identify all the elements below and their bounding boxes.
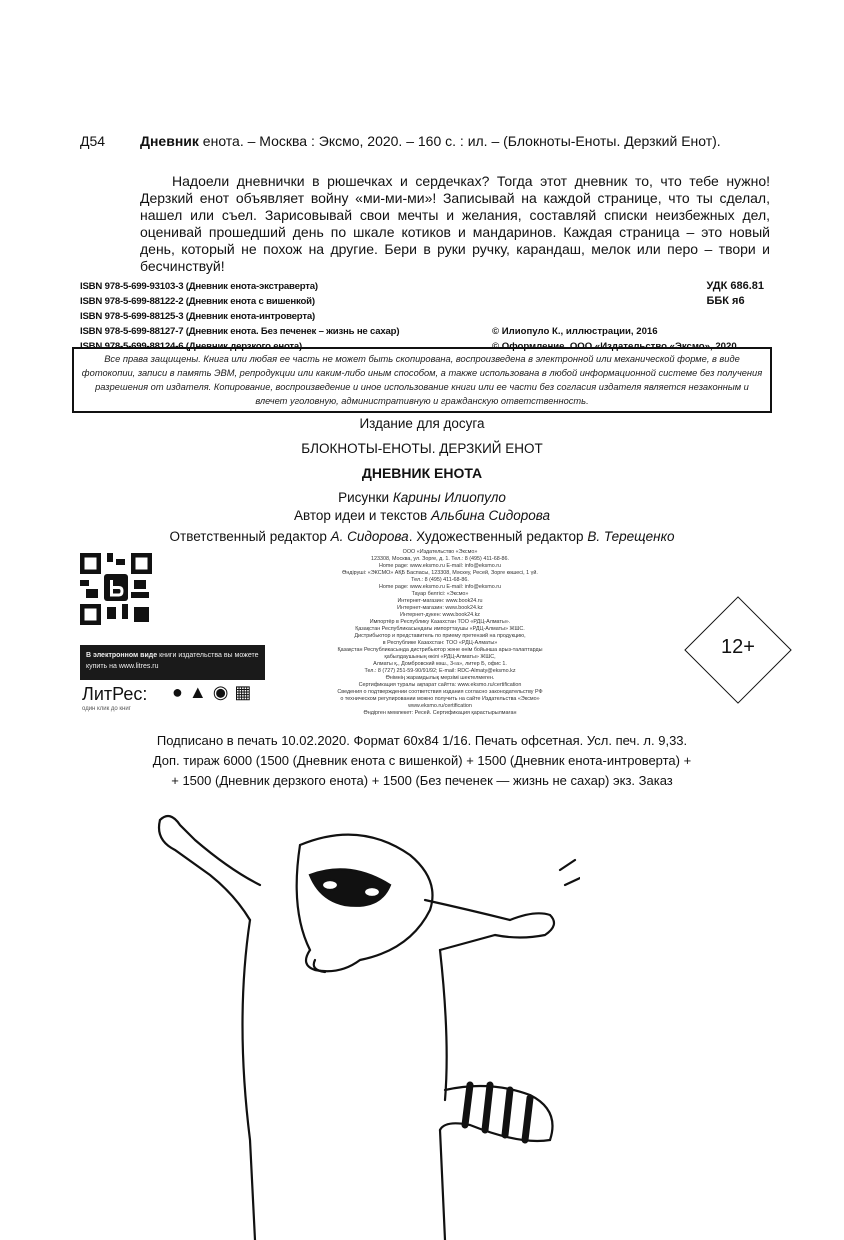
age-rating: 12+ (721, 636, 755, 658)
address-line: Өнімнің жарамдылық мерзімі шектелмеген. (385, 675, 495, 681)
address-line: Интернет-магазин: www.book24.kz (397, 605, 483, 611)
address-line: о техническом регулировании можно получить на сайте Издательства «Эксмо» (340, 696, 540, 702)
raccoon-illustration (140, 800, 580, 1240)
credit-idea (0, 508, 844, 523)
litres-banner[interactable] (80, 645, 265, 680)
banner-bold: В электронном виде (86, 652, 158, 659)
credit-editors (0, 529, 844, 544)
catalog-code: Д54 (80, 133, 106, 149)
isbn-line: ISBN 978-5-699-88124-6 (Дневник дерзкого енота) (80, 341, 303, 352)
qr-code-icon (80, 553, 152, 625)
apple-icon: ● (172, 682, 189, 702)
address-line: 123308, Москва, ул. Зорге, д. 1. Тел.: 8 (495) 411-68-86. (370, 556, 510, 562)
label: Рисунки (338, 490, 393, 505)
android-icon: ▲ (188, 682, 213, 702)
windows-icon: ▦ (234, 682, 258, 702)
print-line: Доп. тираж 6000 (1500 (Дневник енота с вишенкой) + 1500 (Дневник енота-интроверта) + (152, 753, 692, 768)
title-rest: енота. – Москва : Эксмо, 2020. – 160 с. : ил. – (Блокноты-Еноты. Дерзкий Енот). (198, 133, 721, 149)
address-line: Өндірген мемлекет: Ресей. Сертификация қарастырылмаған (363, 710, 517, 716)
address-line: www.eksmo.ru/certification (408, 703, 472, 709)
isbn-line: ISBN 978-5-699-93103-3 (Дневник енота-экстраверта) (80, 281, 318, 292)
catalog-heading (140, 131, 780, 151)
litres-logo: ЛитРес: (82, 684, 148, 704)
bbk: ББК я6 (706, 295, 745, 307)
annotation: Надоели дневнички в рюшечках и сердечках? Тогда этот дневник то, что тебе нужно! Дерзкий енот объявляет войну «ми-ми-ми»! Записывай на каждой странице, что ты сделал, нашел или съел. Зарисовывай свои мечты и желания, составляй списки неизбежных дел, оценивай прошедший день по шкале котиков и мандаринов. Каждая страница – это новый день, который не похож на другие. Бери в руки ручку, карандаш, мелок или перо – твори и бесчинствуй! (140, 173, 770, 274)
address-line: Тел.: 8 (495) 411-68-86. (411, 577, 469, 583)
address-line: Өндіруші: «ЭКСМО» АҚБ Баспасы, 123308, Мәскеу, Ресей, Зорге көшесі, 1 үй. (342, 570, 538, 576)
address-line: Home page: www.eksmo.ru E-mail: info@eksmo.ru (378, 584, 501, 590)
name: Карины Илиопуло (392, 490, 506, 505)
address-line: в Республике Казахстан: ТОО «РДЦ-Алматы» (382, 640, 498, 646)
title-bold: Дневник (140, 133, 199, 149)
address-line: қабылдаушының өкілі «РДЦ-Алматы» ЖШС, (384, 654, 496, 660)
classification (706, 279, 764, 309)
address-line: Home page: www.eksmo.ru E-mail: info@eksmo.ru (378, 563, 501, 569)
windows-phone-icon: ◉ (212, 682, 235, 702)
print-line: Подписано в печать 10.02.2020. Формат 60x84 1/16. Печать офсетная. Усл. печ. л. 9,33. (156, 733, 688, 748)
rights-notice: Все права защищены. Книга или любая ее часть не может быть скопирована, воспроизведена в электронной или механической форме, в виде фотокопии, записи в память ЭВМ, репродукции или каким-либо иным способом, а также использована в любой информационной системе без получения разрешения от издателя. Копирование, воспроизведение и иное использование книги или ее части без согласия издателя является незаконным и влечет уголовную, административную и гражданскую ответственность. (72, 347, 772, 413)
address-line: Интернет-дүкен: www.book24.kz (400, 612, 480, 618)
series-name: БЛОКНОТЫ-ЕНОТЫ. ДЕРЗКИЙ ЕНОТ (301, 441, 543, 456)
print-details (0, 731, 844, 791)
address-line: ООО «Издательство «Эксмо» (402, 549, 478, 555)
address-line: Дистрибьютор и представитель по приему претензий на продукцию, (354, 633, 526, 639)
isbn-line: ISBN 978-5-699-88122-2 (Дневник енота с вишенкой) (80, 296, 315, 307)
isbn-line: ISBN 978-5-699-88127-7 (Дневник енота. Без печенек – жизнь не сахар) (80, 326, 400, 337)
address-line: Қазақстан Республикасындағы импорттаушы «РДЦ-Алматы» ЖШС. (355, 626, 525, 632)
litres-tagline: один клик до книг (82, 706, 131, 712)
name: Альбина Сидорова (430, 508, 550, 523)
book-title: ДНЕВНИК ЕНОТА (361, 465, 483, 481)
label: Автор идеи и текстов (293, 508, 431, 523)
address-line: Сертификация туралы ақпарат сайтта: www.eksmo.ru/certification (358, 682, 522, 688)
credit-drawings (0, 490, 844, 505)
copyright-line: © Илиопуло К., иллюстрации, 2016 (492, 326, 658, 337)
label: . Художественный редактор (408, 529, 588, 544)
isbn-line: ISBN 978-5-699-88125-3 (Дневник енота-интроверта) (80, 311, 315, 322)
udk: УДК 686.81 (706, 280, 764, 292)
address-line: Тел.: 8 (727) 251-59-90/91/92; E-mail: RDC-Almaty@eksmo.kz (364, 668, 516, 674)
address-line: Қазақстан Республикасында дистрибьютор және өнім бойынша арыз-талаптарды (337, 647, 543, 653)
platform-icons (172, 682, 257, 703)
name: А. Сидорова (330, 529, 409, 544)
name: В. Терещенко (587, 529, 675, 544)
print-line: + 1500 (Дневник дерзкого енота) + 1500 (Без печенек — жизнь не сахар) экз. Заказ (171, 773, 673, 788)
edition-type: Издание для досуга (359, 416, 485, 431)
isbn-list (80, 279, 399, 354)
address-line: Сведения о подтверждении соответствия издания согласно законодательству РФ (337, 689, 543, 695)
copyright-line: © Оформление. ООО «Издательство «Эксмо», 2020 (492, 341, 737, 352)
banner-text: книги издательства вы можете купить на www.litres.ru (86, 652, 259, 670)
address-line: Импортёр в Республику Казахстан ТОО «РДЦ-Алматы». (369, 619, 511, 625)
address-line: Алматы қ., Домбровский көш., 3«а», литер Б, офис 1. (373, 661, 507, 667)
label: Ответственный редактор (169, 529, 331, 544)
publisher-address (290, 549, 590, 717)
address-line: Тауар белгісі: «Эксмо» (411, 591, 469, 597)
address-line: Интернет-магазин: www.book24.ru (397, 598, 483, 604)
